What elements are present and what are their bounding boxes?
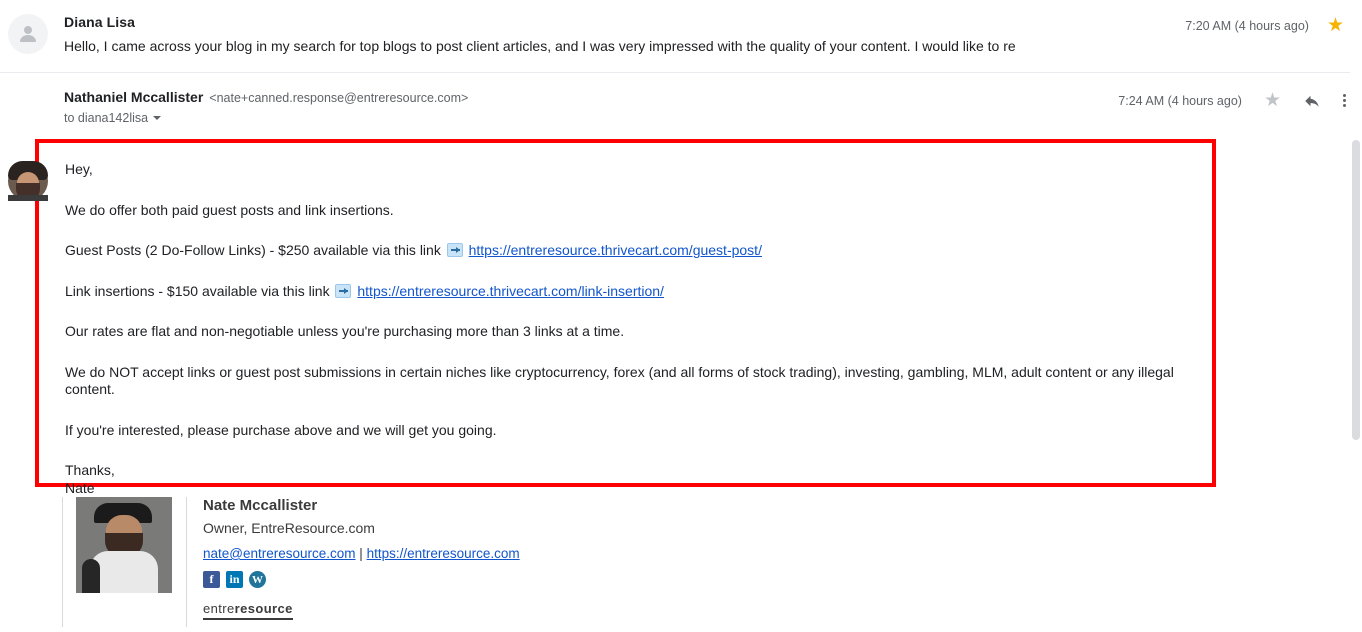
collapsed-message[interactable] [0, 0, 1362, 73]
open-message-header [0, 73, 1362, 131]
chevron-down-icon[interactable] [153, 116, 161, 120]
signature-name: Nate Mccallister [203, 497, 318, 514]
linkedin-icon[interactable]: in [226, 571, 243, 588]
collapsed-sender-name: Diana Lisa [64, 14, 136, 30]
facebook-icon[interactable]: f [203, 571, 220, 588]
signature-portrait [76, 497, 172, 593]
signature-website-link[interactable]: https://entreresource.com [366, 546, 520, 561]
guest-posts-text: Guest Posts (2 Do-Follow Links) - $250 available via this link [65, 242, 441, 258]
scrollbar-thumb[interactable] [1352, 140, 1360, 440]
body-rates: Our rates are flat and non-negotiable unless you're purchasing more than 3 links at a time. [65, 323, 625, 339]
body-link-insertions [65, 283, 1212, 301]
entreresource-logo [203, 601, 293, 620]
open-sender-email: <nate+canned.response@entreresource.com> [209, 91, 469, 105]
link-chip-icon [447, 243, 463, 257]
recipient-label: to diana142lisa [64, 111, 149, 125]
body-guest-posts [65, 242, 1212, 260]
email-signature [62, 497, 1362, 627]
link-chip-icon [335, 284, 351, 298]
link-insertions-text: Link insertions - $150 available via this link [65, 282, 330, 299]
avatar [8, 14, 48, 54]
open-timestamp: 7:24 AM (4 hours ago) [1118, 93, 1242, 108]
avatar [8, 161, 48, 201]
wordpress-icon[interactable]: W [249, 571, 266, 588]
body-restrictions: We do NOT accept links or guest post submissions in certain niches like cryptocurrency, forex (and all forms of stock trading), investing, gambling, MLM, adult content or any illegal content. [65, 363, 1174, 397]
open-sender-name: Nathaniel Mccallister [64, 89, 204, 105]
reply-icon[interactable] [1303, 92, 1321, 110]
body-sign-off: Thanks, [65, 462, 115, 478]
logo-text-part2: resource [234, 601, 293, 616]
scrollbar[interactable] [1350, 0, 1362, 632]
signature-social-links [203, 571, 520, 588]
signature-separator: | [359, 546, 363, 561]
guest-post-link[interactable]: https://entreresource.thrivecart.com/guest-post/ [468, 242, 762, 258]
body-greeting: Hey, [65, 161, 93, 177]
collapsed-timestamp: 7:20 AM (4 hours ago) [1185, 18, 1309, 33]
star-outline-icon[interactable]: ★ [1263, 90, 1281, 111]
body-sign-name: Nate [65, 479, 95, 496]
link-insertion-link[interactable]: https://entreresource.thrivecart.com/link-insertion/ [357, 282, 664, 299]
star-icon[interactable]: ★ [1326, 15, 1344, 36]
email-body-highlighted [35, 139, 1216, 496]
signature-title: Owner, EntreResource.com [203, 520, 375, 536]
collapsed-snippet: Hello, I came across your blog in my search for top blogs to post client articles, and I was very impressed with the quality of your content. I would like to re [64, 38, 1016, 54]
more-options-icon[interactable] [1343, 94, 1346, 107]
logo-text-part1: entre [203, 601, 235, 616]
body-offer-line: We do offer both paid guest posts and link insertions. [65, 201, 394, 218]
collapsed-message-meta [1185, 16, 1344, 35]
signature-email-link[interactable]: nate@entreresource.com [203, 546, 356, 561]
body-closing-offer: If you're interested, please purchase above and we will get you going. [65, 421, 497, 438]
signature-contact [203, 546, 520, 561]
